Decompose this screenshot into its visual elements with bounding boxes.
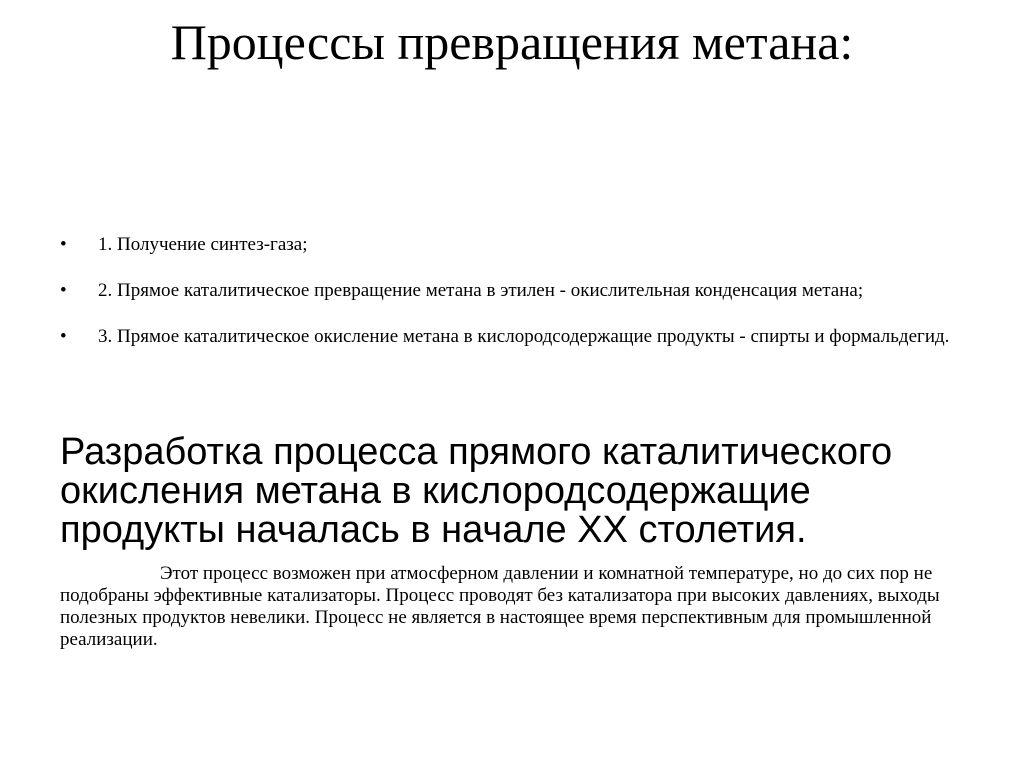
bullet-icon: • bbox=[60, 280, 67, 301]
slide-title: Процессы превращения метана: bbox=[170, 14, 854, 70]
body-paragraph: Этот процесс возможен при атмосферном давлении и комнатной температуре, но до сих пор не подобраны эффективные катализаторы. Процесс проводят без катализатора при высоких давлениях, выходы полезных продуктов невелики. Процесс не является в настоящее время перспективным для промышленной реализации. bbox=[60, 563, 940, 650]
list-item bbox=[58, 279, 966, 303]
list-item bbox=[58, 325, 966, 349]
list-item-text: 2. Прямое каталитическое превращение метана в этилен - окислительная конденсация метана; bbox=[98, 280, 864, 301]
bullet-icon: • bbox=[60, 326, 67, 347]
list-item-text: 3. Прямое каталитическое окисление метана в кислородсодержащие продукты - спирты и формальдегид. bbox=[98, 326, 950, 347]
headline: Разработка процесса прямого каталитического окисления метана в кислородсодержащие продукты началась в начале XX столетия. bbox=[60, 431, 893, 551]
list-item-text: 1. Получение синтез-газа; bbox=[98, 234, 308, 255]
list-item bbox=[58, 233, 966, 257]
bullet-list bbox=[58, 233, 966, 371]
bullet-icon: • bbox=[60, 234, 67, 255]
